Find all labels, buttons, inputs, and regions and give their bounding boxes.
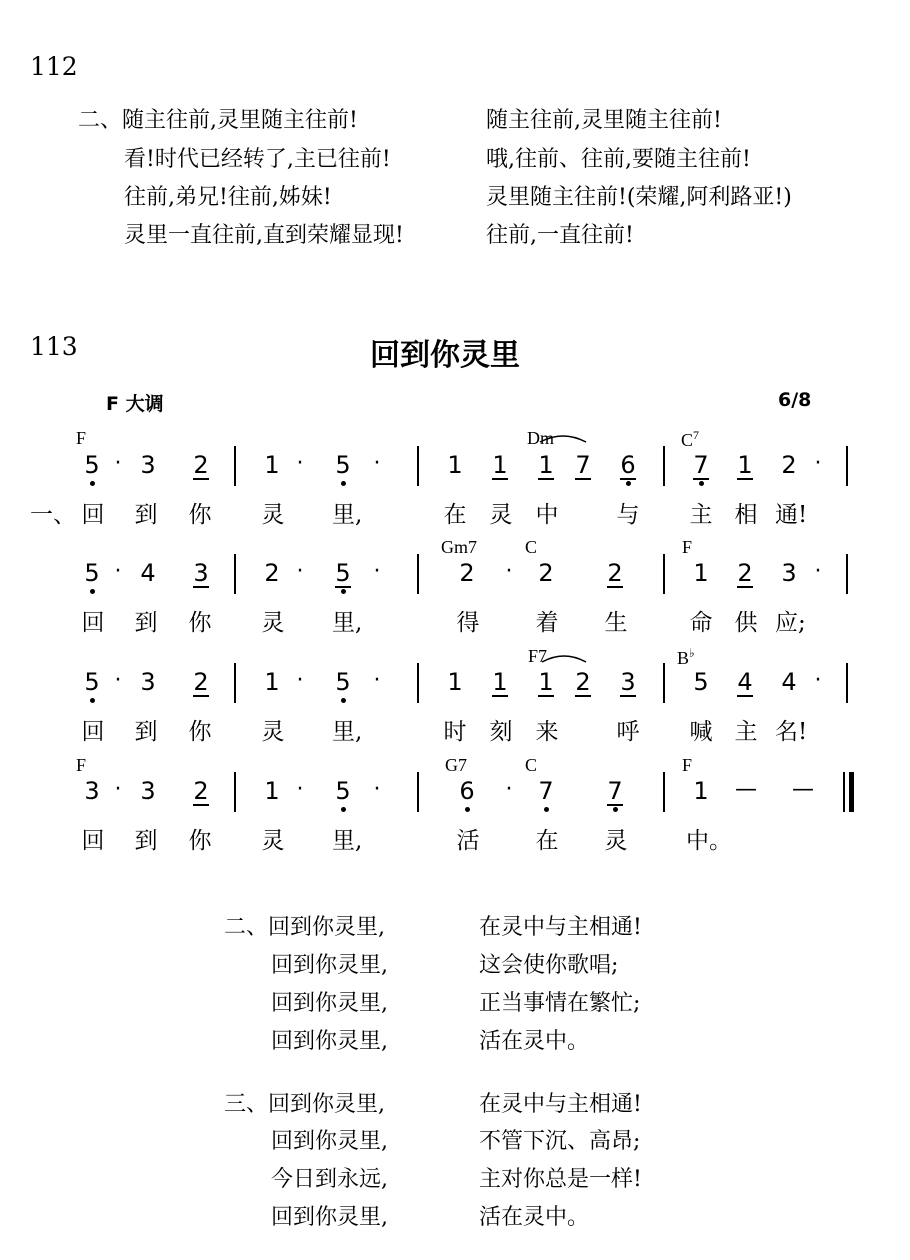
dot-symbol: · [114,777,122,802]
verse-3-line-1b: 在灵中与主相通! [479,1092,642,1117]
lyric-char: 着 [535,610,559,636]
note: 7 [689,451,713,479]
lyric-char: 你 [188,828,212,854]
lyric-char: 应; [775,610,806,636]
note: 1 [693,559,709,587]
note: 5 [331,668,355,696]
chord-c7 [681,428,699,451]
chord-c: C [525,755,538,775]
lyric-char: 通! [775,502,808,528]
lyric-char: 主 [689,502,713,528]
dash-symbol: — [792,777,814,802]
hymn-113-number: 113 [30,332,78,361]
note: 1 [264,668,280,696]
note: 3 [781,559,797,587]
barline [846,446,848,486]
note: 3 [189,559,213,587]
dot-symbol: · [296,559,304,584]
lyric-char: 相 [734,502,758,528]
barline [663,554,665,594]
lyric-char: 到 [134,828,158,854]
barline [417,446,419,486]
dot-symbol: · [296,668,304,693]
chord-bb [677,646,695,669]
lyric-char: 回 [81,610,105,636]
note: 3 [140,451,156,479]
note: 5 [693,668,709,696]
note: 1 [264,777,280,805]
hymn-112-line-4a: 灵里一直往前,直到荣耀显现! [124,223,404,248]
slur [540,650,588,666]
barline [417,772,419,812]
note: 1 [488,451,512,479]
dot-symbol: · [373,668,381,693]
final-barline-thick [849,772,854,812]
lyric-char: 里, [332,828,363,854]
dot-symbol: · [296,451,304,476]
lyric-char: 灵 [261,610,285,636]
verse-label: 一、 [30,502,76,528]
hymn-112-line-3a: 往前,弟兄!往前,姊妹! [124,185,332,210]
hymn-112-line-4b: 往前,一直往前! [486,223,634,248]
lyric-char: 你 [188,610,212,636]
note: 2 [264,559,280,587]
dot-symbol: · [373,777,381,802]
verse-3-line-3b: 主对你总是一样! [479,1167,642,1192]
lyric-char: 里, [332,610,363,636]
verse-2-line-1a: 二、回到你灵里, [224,915,385,940]
barline [234,446,236,486]
lyric-char: 活 [456,828,480,854]
chord-c7-root: C [681,430,694,450]
lyric-char: 你 [188,719,212,745]
verse-2-line-4b: 活在灵中。 [479,1029,590,1054]
lyric-char: 呼 [616,719,640,745]
chord-f: F [76,428,87,448]
slur [538,430,588,446]
dot-symbol: · [814,668,822,693]
chord-c: C [525,537,538,557]
lyric-char: 灵 [489,502,513,528]
dot-symbol: · [505,777,513,802]
dot-symbol: · [505,559,513,584]
lyric-char: 回 [81,719,105,745]
lyric-char: 主 [734,719,758,745]
hymn-113-title: 回到你灵里 [370,338,520,373]
note: 2 [459,559,475,587]
note: 5 [80,668,104,696]
note: 2 [538,559,554,587]
note: 2 [189,777,213,805]
lyric-char: 中 [535,502,559,528]
key-signature: F 大调 [106,393,164,415]
note: 6 [455,777,479,805]
note: 2 [733,559,757,587]
hymn-112-line-1a: 二、随主往前,灵里随主往前! [78,108,358,133]
lyric-char: 刻 [489,719,513,745]
note: 1 [733,451,757,479]
barline [663,446,665,486]
chord-f: F [682,755,693,775]
chord-f: F [76,755,87,775]
lyric-char: 回 [81,828,105,854]
lyric-char: 中。 [686,828,732,854]
verse-2-line-2b: 这会使你歌唱; [479,953,619,978]
verse-3-line-3a: 今日到永远, [271,1167,388,1192]
verse-3-line-2a: 回到你灵里, [271,1129,388,1154]
note: 3 [140,777,156,805]
note: 3 [84,777,100,805]
lyric-char: 得 [456,610,480,636]
lyric-char: 供 [734,610,758,636]
chord-f7: F7 [528,646,548,666]
note: 2 [189,668,213,696]
barline [417,663,419,703]
dot-symbol: · [296,777,304,802]
note: 3 [616,668,640,696]
hymn-112-line-2a: 看!时代已经转了,主已往前! [124,147,391,172]
note: 2 [189,451,213,479]
chord-gm7: Gm7 [441,537,477,557]
note: 4 [140,559,156,587]
chord-bb-root: B [677,648,690,668]
note: 4 [781,668,797,696]
barline [663,663,665,703]
note: 1 [264,451,280,479]
note: 1 [488,668,512,696]
final-barline-thin [843,772,845,812]
lyric-char: 名! [775,719,808,745]
note: 1 [693,777,709,805]
lyric-char: 灵 [261,719,285,745]
note: 3 [140,668,156,696]
note: 2 [571,668,595,696]
lyric-char: 喊 [689,719,713,745]
lyric-char: 来 [535,719,559,745]
lyric-char: 与 [616,502,640,528]
dot-symbol: · [814,451,822,476]
verse-2-line-3a: 回到你灵里, [271,991,388,1016]
dot-symbol: · [373,451,381,476]
lyric-char: 在 [535,828,559,854]
verse-3-line-4a: 回到你灵里, [271,1205,388,1230]
chord-g7: G7 [445,755,467,775]
note: 7 [571,451,595,479]
dot-symbol: · [114,451,122,476]
dot-symbol: · [373,559,381,584]
note: 7 [534,777,558,805]
note: 4 [733,668,757,696]
lyric-char: 到 [134,610,158,636]
barline [234,772,236,812]
lyric-char: 时 [443,719,467,745]
hymn-112-line-2b: 哦,往前、往前,要随主往前! [486,147,751,172]
note: 1 [534,668,558,696]
lyric-char: 生 [604,610,628,636]
note: 5 [80,451,104,479]
chord-dm: Dm [527,428,554,448]
note: 1 [447,451,463,479]
lyric-char: 到 [134,502,158,528]
verse-2-line-1b: 在灵中与主相通! [479,915,642,940]
lyric-char: 你 [188,502,212,528]
verse-2-line-4a: 回到你灵里, [271,1029,388,1054]
lyric-char: 灵 [261,502,285,528]
dot-symbol: · [814,559,822,584]
lyric-char: 里, [332,719,363,745]
flat-sign: ♭ [689,646,695,660]
lyric-char: 灵 [261,828,285,854]
hymn-112-line-1b: 随主往前,灵里随主往前! [486,108,722,133]
chord-f: F [682,537,693,557]
note: 5 [80,559,104,587]
barline [846,663,848,703]
note: 5 [331,451,355,479]
note: 1 [534,451,558,479]
verse-2-line-2a: 回到你灵里, [271,953,388,978]
note: 2 [603,559,627,587]
lyric-char: 里, [332,502,363,528]
barline [417,554,419,594]
verse-3-line-4b: 活在灵中。 [479,1205,590,1230]
note: 5 [331,777,355,805]
barline [663,772,665,812]
hymn-112-number: 112 [30,52,78,81]
hymn-112-line-3b: 灵里随主往前!(荣耀,阿利路亚!) [486,185,792,210]
note: 7 [603,777,627,805]
lyric-char: 到 [134,719,158,745]
lyric-char: 回 [81,502,105,528]
dot-symbol: · [114,668,122,693]
dot-symbol: · [114,559,122,584]
dash-symbol: — [735,777,757,802]
note: 2 [781,451,797,479]
lyric-char: 灵 [604,828,628,854]
barline [234,663,236,703]
lyric-char: 命 [689,610,713,636]
verse-2-line-3b: 正当事情在繁忙; [479,991,641,1016]
verse-3-line-2b: 不管下沉、高昂; [479,1129,641,1154]
chord-c7-seventh: 7 [693,428,700,442]
verse-3-line-1a: 三、回到你灵里, [224,1092,385,1117]
barline [846,554,848,594]
barline [234,554,236,594]
note: 1 [447,668,463,696]
note: 6 [616,451,640,479]
lyric-char: 在 [443,502,467,528]
time-signature: 6/8 [778,389,812,411]
note: 5 [331,559,355,587]
